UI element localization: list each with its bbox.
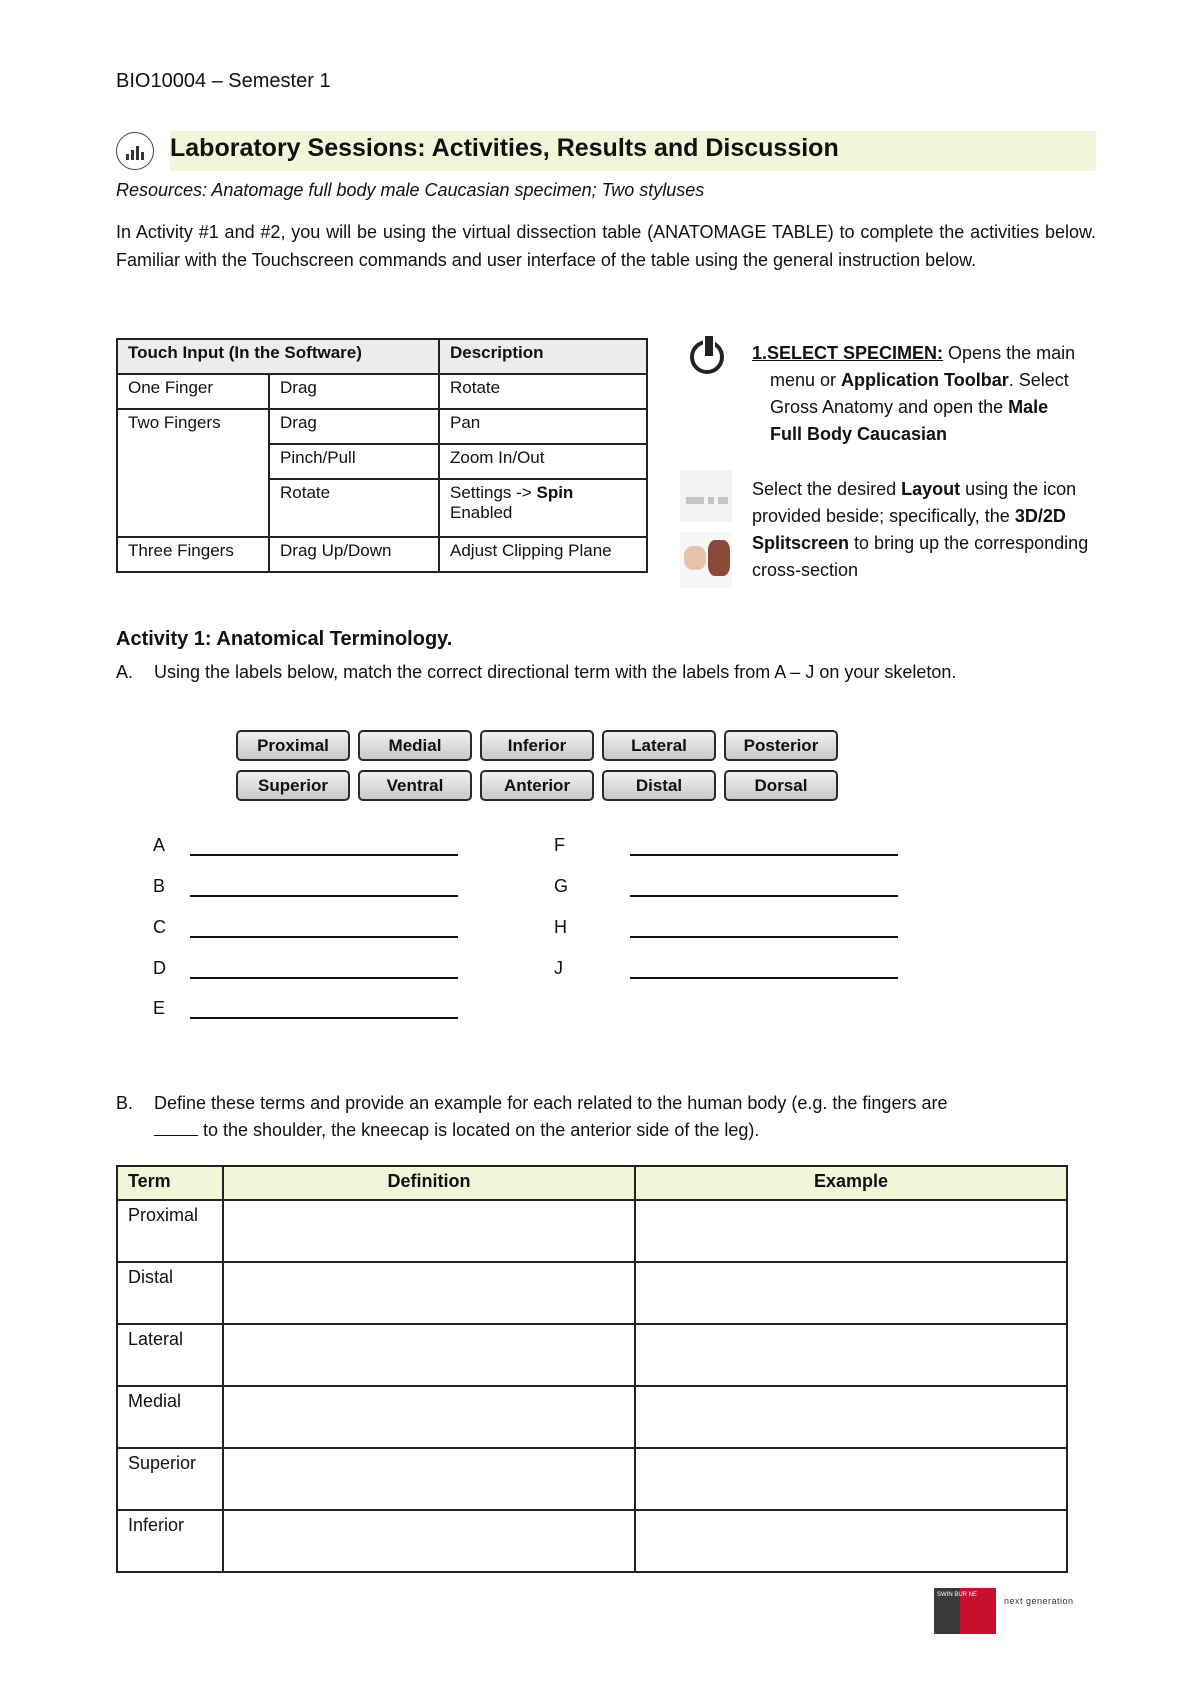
intro-paragraph: In Activity #1 and #2, you will be using the virtual dissection table (ANATOMAGE TABLE) to complete the activities below. Familiar with the Touchscreen commands and user interface of the table using the general instruction below. <box>116 222 1096 270</box>
answer-label: G <box>554 876 569 896</box>
logo-tagline: next generation <box>1004 1596 1074 1606</box>
term-cell: Lateral <box>117 1324 223 1386</box>
part-a-instruction: A. Using the labels below, match the correct directional term with the labels from A – J on your skeleton. <box>116 662 957 682</box>
touch-table-header-input: Touch Input (In the Software) <box>117 339 439 374</box>
touch-action-cell: Pinch/Pull <box>269 444 439 479</box>
term-chip: Superior <box>236 770 350 801</box>
table-row <box>117 1324 1067 1386</box>
answer-line[interactable] <box>190 977 458 979</box>
definitions-header-example: Example <box>635 1166 1067 1200</box>
table-row <box>117 1510 1067 1572</box>
definition-cell[interactable] <box>223 1386 635 1448</box>
definition-cell[interactable] <box>223 1448 635 1510</box>
answer-line[interactable] <box>190 936 458 938</box>
term-chip: Distal <box>602 770 716 801</box>
definition-cell[interactable] <box>223 1200 635 1262</box>
answer-line[interactable] <box>630 977 898 979</box>
answer-line[interactable] <box>630 895 898 897</box>
answer-line[interactable] <box>190 1017 458 1019</box>
term-chip: Anterior <box>480 770 594 801</box>
activity-1-heading: Activity 1: Anatomical Terminology. <box>116 628 453 650</box>
part-b-instruction: B. Define these terms and provide an example for each related to the human body (e.g. the fingers are to the shoulder, the kneecap is located on the anterior side of the leg). <box>116 1093 948 1140</box>
example-cell[interactable] <box>635 1200 1067 1262</box>
definition-cell[interactable] <box>223 1510 635 1572</box>
touch-desc-cell: Pan <box>439 409 647 444</box>
example-cell[interactable] <box>635 1262 1067 1324</box>
table-row <box>117 1386 1067 1448</box>
term-chip: Inferior <box>480 730 594 761</box>
answer-label: H <box>554 917 567 937</box>
definitions-header-definition: Definition <box>223 1166 635 1200</box>
term-cell: Medial <box>117 1386 223 1448</box>
layout-icon <box>680 470 732 522</box>
term-chip: Ventral <box>358 770 472 801</box>
answer-label: J <box>554 958 563 978</box>
definitions-header-term: Term <box>117 1166 223 1200</box>
definitions-table <box>116 1165 1068 1573</box>
term-chip: Posterior <box>724 730 838 761</box>
example-cell[interactable] <box>635 1510 1067 1572</box>
table-row <box>117 1200 1067 1262</box>
touch-table-header-description: Description <box>439 339 647 374</box>
touch-action-cell: Drag <box>269 409 439 444</box>
select-specimen-instruction: 1.SELECT SPECIMEN: Opens the main menu or Application Toolbar. Select Gross Anatomy and open the Male Full Body Caucasian <box>752 343 1076 444</box>
touch-action-cell: Drag Up/Down <box>269 537 439 572</box>
touch-input-cell: One Finger <box>117 374 269 409</box>
table-row <box>117 1448 1067 1510</box>
touch-desc-cell: Adjust Clipping Plane <box>439 537 647 572</box>
term-cell: Distal <box>117 1262 223 1324</box>
term-cell: Inferior <box>117 1510 223 1572</box>
term-cell: Superior <box>117 1448 223 1510</box>
answer-label: B <box>153 876 166 896</box>
table-row <box>117 1262 1067 1324</box>
answer-line[interactable] <box>630 936 898 938</box>
resources-line: Resources: Anatomage full body male Caucasian specimen; Two styluses <box>116 180 705 200</box>
page-title: Laboratory Sessions: Activities, Results and Discussion <box>170 134 839 162</box>
answer-label: A <box>153 835 166 855</box>
answer-label: E <box>153 998 166 1018</box>
inline-blank <box>154 1135 198 1136</box>
touch-desc-cell: Zoom In/Out <box>439 444 647 479</box>
touch-action-cell: Rotate <box>269 479 439 537</box>
answer-line[interactable] <box>190 895 458 897</box>
chart-icon <box>116 132 154 170</box>
term-chip: Medial <box>358 730 472 761</box>
example-cell[interactable] <box>635 1324 1067 1386</box>
touch-input-table <box>116 338 648 573</box>
definition-cell[interactable] <box>223 1324 635 1386</box>
answer-label: C <box>153 917 166 937</box>
definition-cell[interactable] <box>223 1262 635 1324</box>
answer-line[interactable] <box>630 854 898 856</box>
term-chip: Proximal <box>236 730 350 761</box>
university-logo: SWIN BUR NE <box>934 1588 996 1634</box>
touch-input-cell: Three Fingers <box>117 537 269 572</box>
example-cell[interactable] <box>635 1386 1067 1448</box>
layout-instruction: Select the desired Layout using the icon provided beside; specifically, the 3D/2D Splitscreen to bring up the corresponding cross-section <box>752 479 1089 580</box>
course-header: BIO10004 – Semester 1 <box>116 70 331 92</box>
term-cell: Proximal <box>117 1200 223 1262</box>
touch-desc-cell: Settings -> Spin Enabled <box>439 479 647 537</box>
term-chip: Dorsal <box>724 770 838 801</box>
term-chip: Lateral <box>602 730 716 761</box>
touch-action-cell: Drag <box>269 374 439 409</box>
answer-label: F <box>554 835 565 855</box>
example-cell[interactable] <box>635 1448 1067 1510</box>
power-icon-stem <box>703 334 715 358</box>
touch-input-cell: Two Fingers <box>117 409 269 537</box>
touch-desc-cell: Rotate <box>439 374 647 409</box>
answer-label: D <box>153 958 166 978</box>
splitscreen-icon <box>680 532 732 588</box>
answer-line[interactable] <box>190 854 458 856</box>
